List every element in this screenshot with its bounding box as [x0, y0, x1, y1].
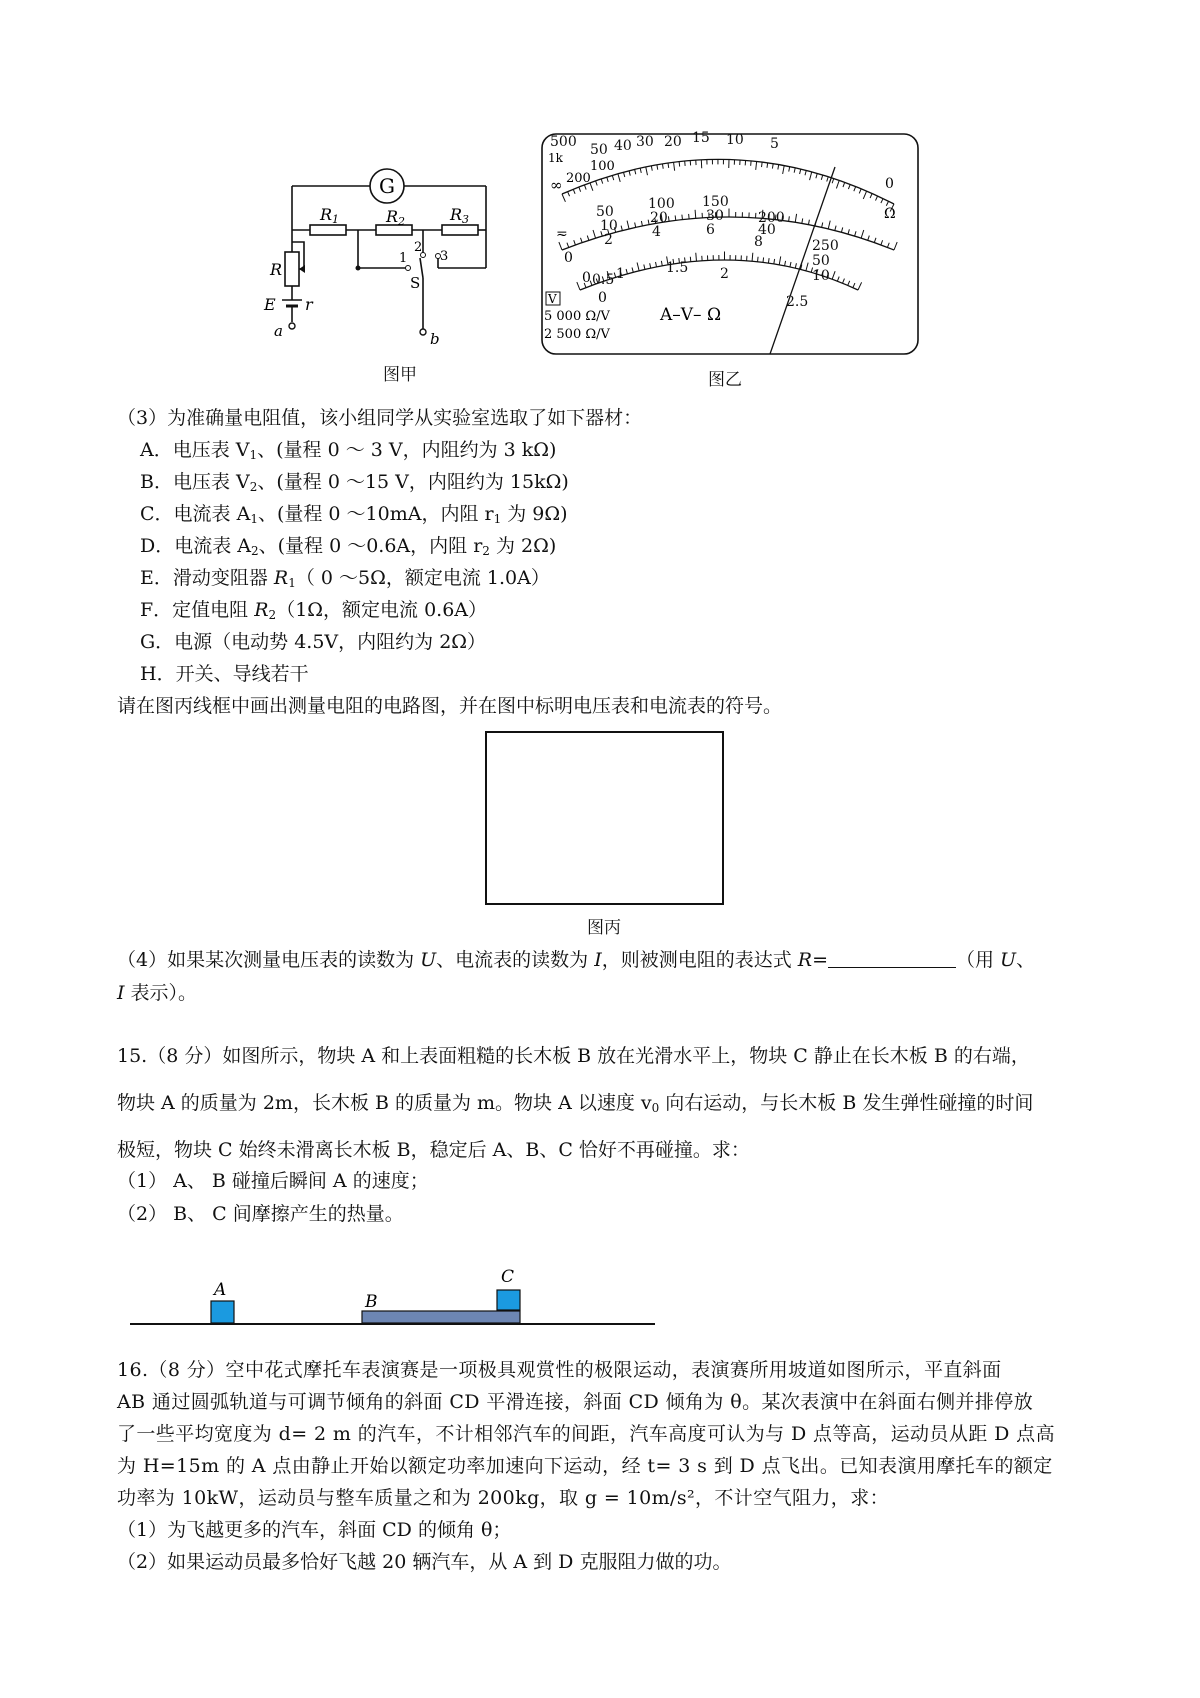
dial-ohm-label-0: 500 [550, 134, 577, 150]
q15-part2: （2） B、 C 间摩擦产生的热量。 [117, 1203, 404, 1225]
galvanometer-label: G [379, 174, 395, 198]
terminal-a-label: a [274, 322, 283, 340]
r1-label: R [320, 205, 333, 224]
q15-line2: 物块 A 的质量为 2m，长木板 B 的质量为 m。物块 A 以速度 $v_0$ 向右运动，与长木板 B 发生弹性碰撞的时间 [117, 1092, 1034, 1115]
dial-dc-b-label-1: 20 [650, 210, 668, 226]
block-c [497, 1290, 520, 1310]
dial-dc-c-label-2: 6 [706, 222, 715, 238]
dial-tick [758, 257, 759, 262]
dial-tick [668, 216, 669, 221]
dial-tick [789, 216, 790, 221]
q14-part4: （4）如果某次测量电压表的读数为 U、电流表的读数为 I，则被测电阻的表达式 R= （用 U、 [117, 949, 1036, 971]
dial-zero-c: 0 [598, 290, 607, 306]
svg-text:R1: R1 [320, 205, 340, 226]
dial-spec-2500: 2 500 Ω/V [544, 327, 610, 342]
figure-bing-caption: 图丙 [587, 918, 621, 938]
dial-ac-label-1: 1 [616, 266, 625, 282]
dial-dc-symbol: ≂ [556, 226, 568, 242]
dial-dc-a-label-0: 50 [596, 204, 614, 220]
dial-tick [767, 163, 768, 168]
dial-dc-b-label-2: 30 [706, 208, 724, 224]
r3-label: R [450, 205, 463, 224]
dial-zero-b: 0 [582, 270, 591, 286]
option-a: A．电压表 $V_1$、(量程 0 ～ 3 V，内阻约为 3 kΩ) [140, 439, 557, 462]
option-e: E．滑动变阻器 $R_1$（ 0 ～5Ω，额定电流 1.0A） [140, 567, 550, 590]
block-a [211, 1301, 234, 1323]
dial-label-ohm-zero: 0 [885, 176, 894, 192]
dial-tick [763, 257, 764, 262]
terminal-b-label: b [430, 330, 440, 348]
figure-bing-answer-box [485, 731, 724, 905]
dial-dc-c-label-0: 2 [604, 232, 613, 248]
dial-ohm-label-6: 10 [726, 132, 744, 148]
r2-label: R [386, 207, 399, 226]
switch-pos-1: 1 [399, 251, 408, 266]
dial-dc-a-label-4: 250 [812, 238, 839, 254]
dial-dc-a-label-3: 200 [758, 210, 785, 226]
dial-label-infinity: ∞ [550, 176, 563, 194]
dial-ohm-label-1: 50 [590, 142, 608, 158]
q15-part1: （1） A、 B 碰撞后瞬间 A 的速度； [117, 1170, 429, 1192]
dial-tick [679, 162, 680, 167]
q16-line2: AB 通过圆弧轨道与可调节倾角的斜面 CD 平滑连接，斜面 CD 倾角为 θ。某次表演中在斜面右侧并排停放 [117, 1391, 1034, 1413]
dial-tick [690, 257, 691, 262]
dial-ohm-label-5: 15 [692, 130, 710, 146]
q16-line1: 16.（8 分）空中花式摩托车表演赛是一项极具观赏性的极限运动，表演赛所用坡道如图所示，平直斜面 [117, 1359, 1002, 1381]
q16-part2: （2）如果运动员最多恰好飞越 20 辆汽车，从 A 到 D 克服阻力做的功。 [117, 1551, 732, 1573]
dial-dc-c-label-4: 10 [812, 268, 830, 284]
option-b: B．电压表 $V_2$、(量程 0 ～15 V，内阻约为 15kΩ) [140, 471, 569, 494]
q16-line3: 了一些平均宽度为 d= 2 m 的汽车，不计相邻汽车的间距，汽车高度可认为与 D 点等高，运动员从距 D 点高 [117, 1423, 1055, 1445]
figure-yi-caption: 图乙 [708, 370, 742, 390]
dial-label-200: 200 [566, 171, 591, 186]
option-c: C．电流表 $A_1$、(量程 0 ～10mA，内阻 $r_1$ 为 9Ω) [140, 503, 568, 526]
q16-line4: 为 H=15m 的 A 点由静止开始以额定功率加速向下运动，经 t= 3 s 到 D 点飞出。已知表演用摩托车的额定 [117, 1455, 1053, 1477]
dial-tick [682, 215, 683, 220]
rheostat-label: R [270, 260, 283, 279]
emf-label: E [264, 295, 276, 314]
dial-dc-c-label-3: 8 [754, 234, 763, 250]
answer-blank [828, 949, 956, 968]
board-b [362, 1311, 520, 1323]
option-d: D．电流表 $A_2$、(量程 0 ～0.6A，内阻 $r_2$ 为 2Ω) [140, 535, 557, 558]
dial-tick [768, 258, 769, 263]
switch-pos-3: 3 [440, 249, 449, 264]
dial-spec-5000: 5 000 Ω/V [544, 309, 610, 324]
dial-ohm-label-3: 30 [636, 134, 654, 150]
q16-line5: 功率为 10kW，运动员与整车质量之和为 200kg，取 g = 10m/s²，不计空气阻力，求： [117, 1487, 890, 1509]
switch-pos-2: 2 [414, 240, 423, 255]
dial-label-ohm-unit: Ω [884, 206, 896, 222]
dial-dc-a-label-1: 100 [648, 196, 675, 212]
option-g: G．电源（电动势 4.5V，内阻约为 2Ω） [140, 631, 487, 653]
dial-tick [762, 162, 763, 167]
option-f: F．定值电阻 $R_2(1\Omega$，额定电流 0.6A） [140, 599, 488, 622]
dial-ohm-label-2: 40 [614, 138, 632, 154]
label-a: A [214, 1280, 227, 1300]
svg-text:R3: R3 [450, 205, 470, 226]
dial-tick [695, 210, 696, 218]
q14-part4-cont: I 表示）。 [117, 982, 198, 1004]
label-b: B [365, 1292, 378, 1312]
dial-dc-a-label-2: 150 [702, 194, 729, 210]
dial-v-symbol: V [548, 292, 557, 306]
dial-ac-label-2: 1.5 [666, 260, 689, 276]
q15-line3: 极短，物块 C 始终未滑离长木板 B，稳定后 A、B、C 恰好不再碰撞。求： [117, 1139, 750, 1161]
q15-diagram [125, 1255, 665, 1335]
switch-label: S [410, 274, 421, 292]
option-h: H．开关、导线若干 [140, 663, 309, 685]
svg-text:R2: R2 [386, 207, 406, 228]
dial-label-1k: 1k [548, 151, 563, 165]
q15-line1: 15.（8 分）如图所示，物块 A 和上表面粗糙的长木板 B 放在光滑水平上，物块 C 静止在长木板 B 的右端， [117, 1045, 1030, 1067]
dial-tick [668, 163, 669, 168]
dial-tick [675, 215, 676, 220]
dial-ohm-label-4: 20 [664, 134, 682, 150]
dial-zero-a: 0 [564, 250, 573, 266]
dial-label-100: 100 [590, 159, 615, 174]
dial-brand-label: A–V– Ω [660, 305, 722, 325]
label-c: C [501, 1267, 515, 1287]
q14-part3: （3）为准确量电阻值，该小组同学从实验室选取了如下器材： [117, 407, 643, 429]
internal-r-label: r [305, 295, 313, 314]
dial-ac-label-0: 0.5 [592, 272, 615, 288]
dial-dc-b-label-4: 50 [812, 253, 830, 269]
dial-ohm-label-7: 5 [770, 136, 779, 152]
figure-yi-multimeter [540, 132, 922, 357]
q14-instruction: 请在图丙线框中画出测量电阻的电路图，并在图中标明电压表和电流表的符号。 [117, 695, 783, 717]
q16-part1: （1）为飞越更多的汽车，斜面 CD 的倾角 θ； [117, 1519, 512, 1541]
dial-dc-c-label-1: 4 [652, 224, 661, 240]
figure-jia-caption: 图甲 [383, 365, 417, 385]
dial-ac-label-4: 2.5 [786, 294, 809, 310]
dial-dc-b-label-3: 40 [758, 222, 776, 238]
dial-ac-label-3: 2 [720, 266, 729, 282]
figure-jia-circuit [264, 160, 505, 360]
dial-dc-b-label-0: 10 [600, 218, 618, 234]
